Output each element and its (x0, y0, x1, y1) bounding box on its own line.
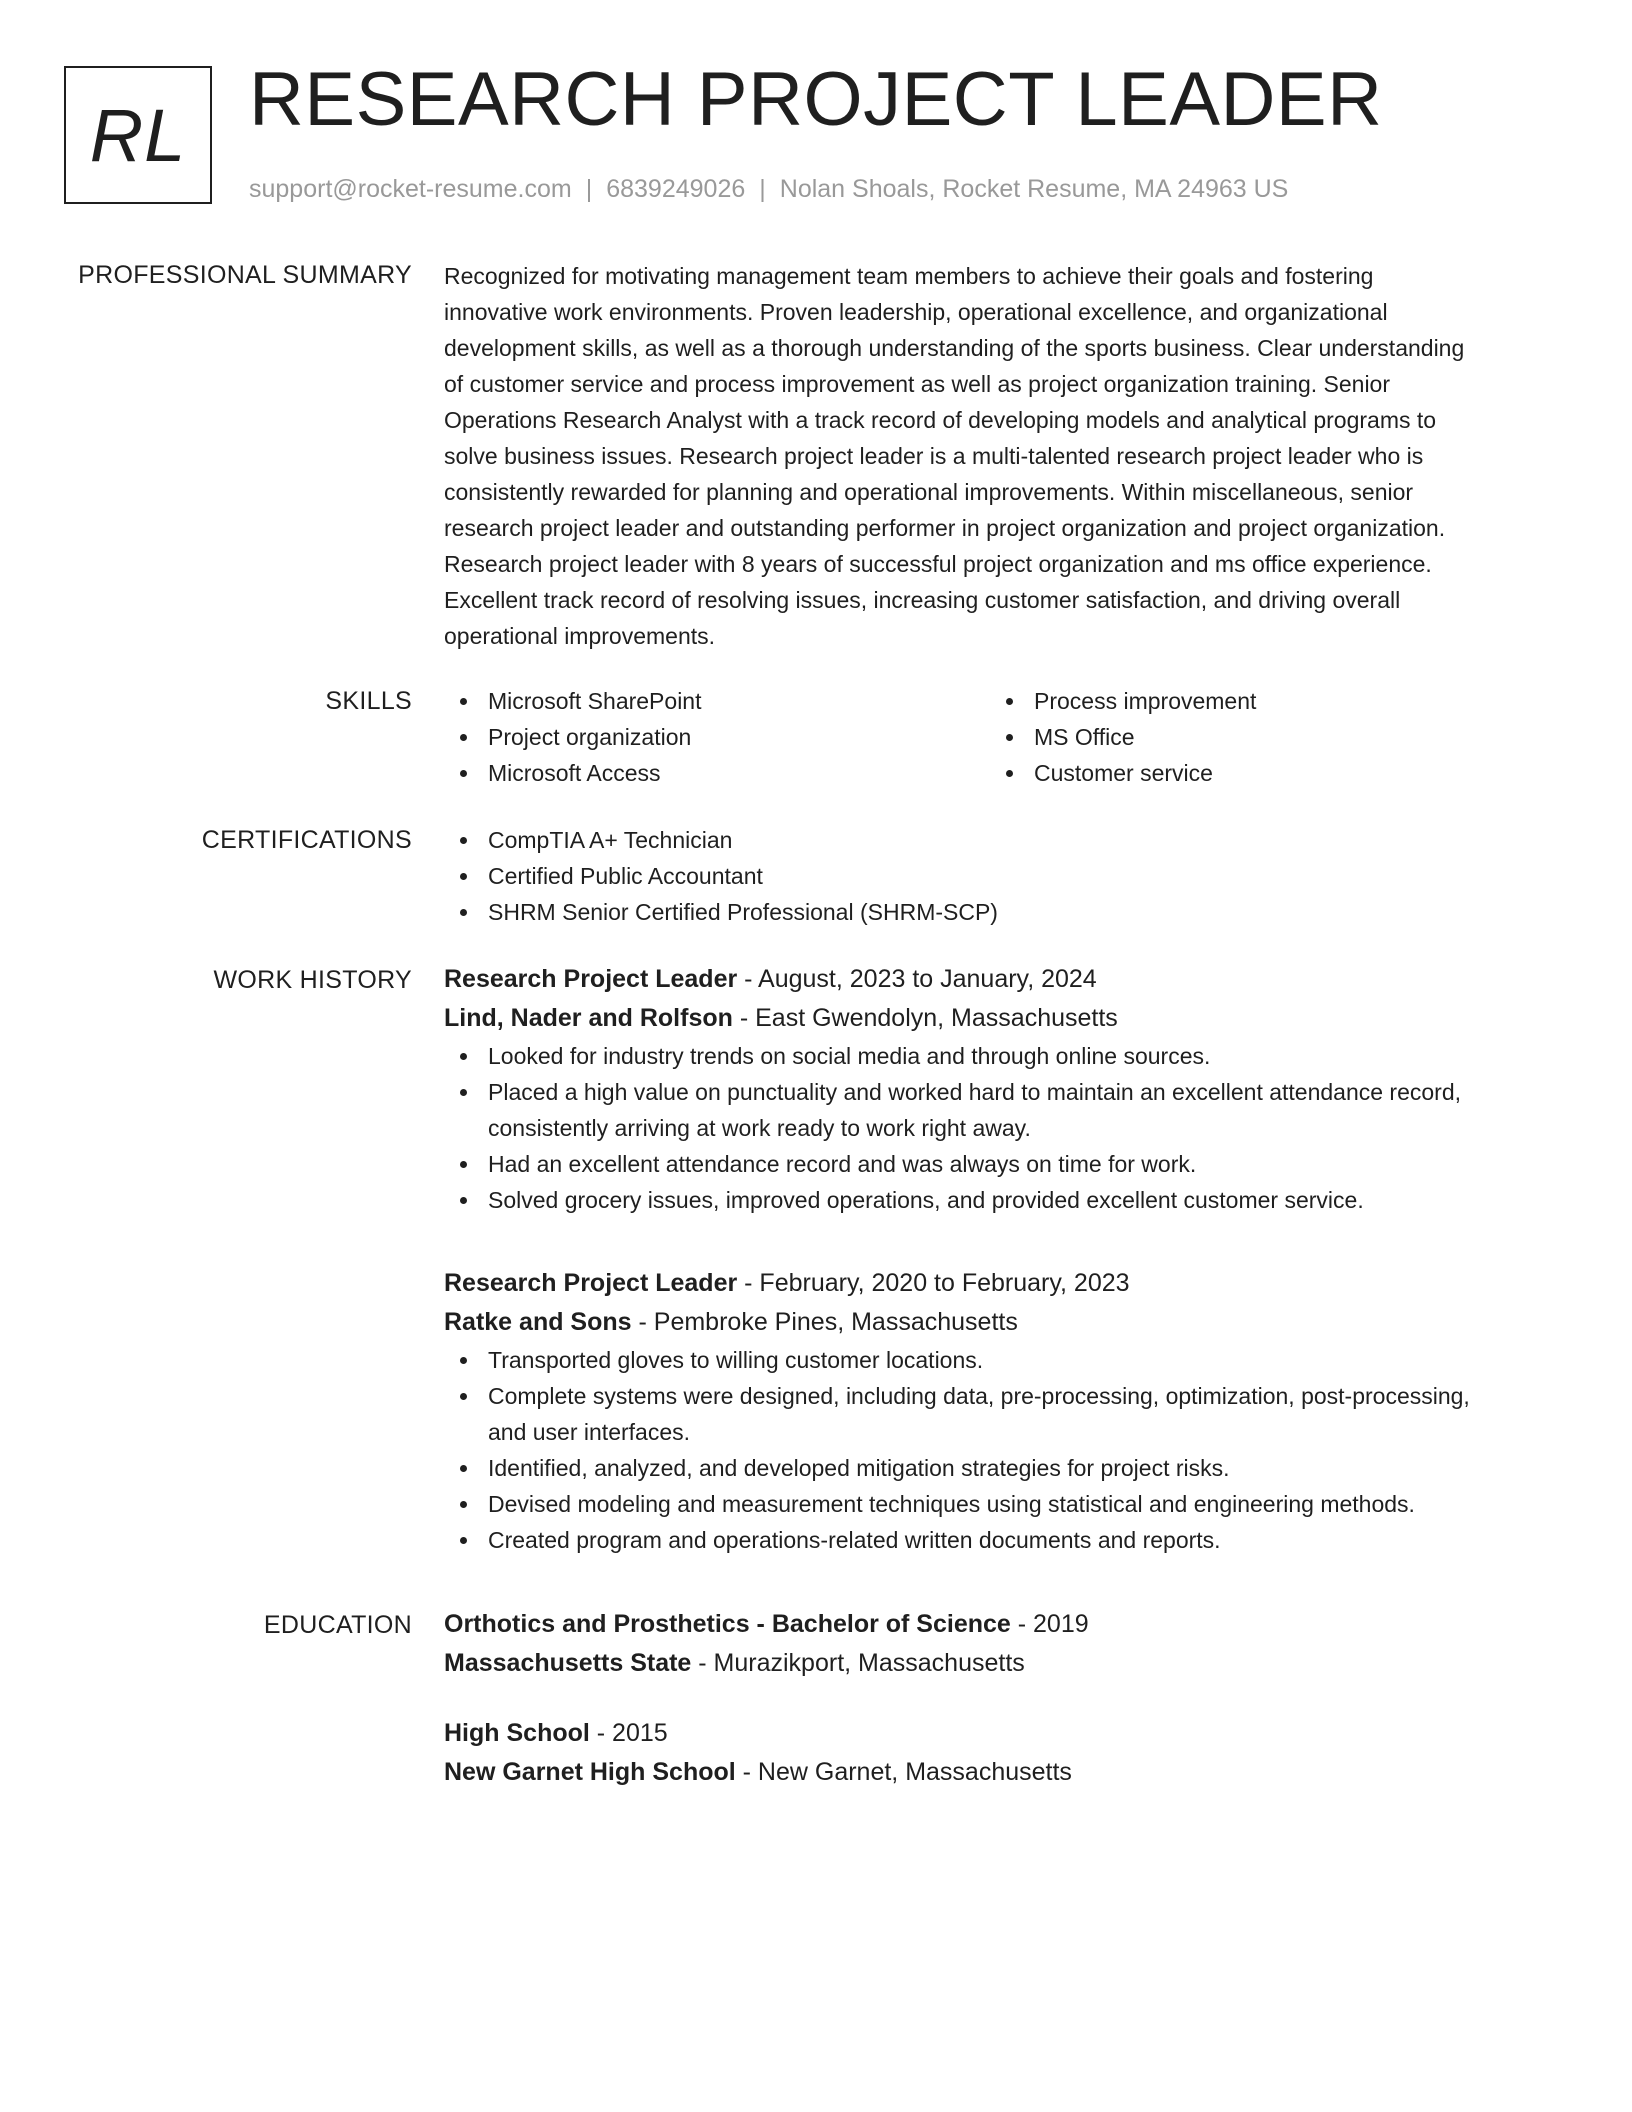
education-degree: High School (444, 1719, 590, 1747)
job-dates: - August, 2023 to January, 2024 (737, 965, 1097, 993)
job-bullet-line: Complete systems were designed, including data, pre-processing, optimization, post-processing, (488, 1383, 1470, 1409)
skill-item: Process improvement (990, 683, 1536, 719)
education-degree: Orthotics and Prosthetics - Bachelor of Science (444, 1610, 1011, 1638)
certification-item: Certified Public Accountant (444, 858, 1544, 894)
summary-line: research project leader and outstanding performer in project organization and project organization. (444, 515, 1446, 541)
contact-separator: | (585, 175, 593, 203)
job-bullet: Created program and operations-related written documents and reports. (444, 1522, 1544, 1558)
job-company: Ratke and Sons (444, 1308, 632, 1336)
job-entry (444, 1264, 1544, 1558)
job-company: Lind, Nader and Rolfson (444, 1004, 733, 1032)
job-bullet-line: Placed a high value on punctuality and worked hard to maintain an excellent attendance record, (488, 1079, 1462, 1105)
education-degree-line (444, 1605, 1544, 1644)
job-location: - Pembroke Pines, Massachusetts (631, 1308, 1018, 1336)
certification-item: SHRM Senior Certified Professional (SHRM-SCP) (444, 894, 1544, 930)
monogram-initials: RL (89, 93, 187, 177)
skills-list-left (444, 683, 990, 791)
job-title-line (444, 1264, 1544, 1303)
summary-line: Operations Research Analyst with a track record of developing models and analytical programs to (444, 407, 1437, 433)
certifications-body (444, 822, 1544, 930)
job-location: - East Gwendolyn, Massachusetts (732, 1004, 1118, 1032)
contact-address: Nolan Shoals, Rocket Resume, MA 24963 US (779, 175, 1289, 203)
job-entry (444, 960, 1544, 1218)
contact-phone: 6839249026 (606, 175, 746, 203)
section-heading-certifications: CERTIFICATIONS (201, 826, 412, 854)
monogram-logo (64, 66, 212, 204)
job-title: Research Project Leader (444, 965, 738, 993)
skills-body (444, 683, 1544, 791)
summary-line: consistently rewarded for planning and operational improvements. Within miscellaneous, senior (444, 479, 1414, 505)
contact-line (249, 174, 1288, 204)
job-bullets (444, 1038, 1544, 1218)
certifications-list (444, 822, 1544, 930)
job-bullet: Looked for industry trends on social media and through online sources. (444, 1038, 1544, 1074)
section-heading-skills: SKILLS (325, 687, 412, 715)
section-heading-work-history: WORK HISTORY (213, 966, 412, 994)
summary-line: development skills, as well as a thorough understanding of the sports business. Clear understanding (444, 335, 1465, 361)
job-bullet: Solved grocery issues, improved operations, and provided excellent customer service. (444, 1182, 1544, 1218)
job-title-line (444, 960, 1544, 999)
job-title: Research Project Leader (444, 1269, 738, 1297)
job-bullet-line: and user interfaces. (488, 1419, 691, 1445)
skill-item: Customer service (990, 755, 1536, 791)
summary-line: Research project leader with 8 years of successful project organization and ms office experience. (444, 551, 1432, 577)
job-bullet: Devised modeling and measurement techniques using statistical and engineering methods. (444, 1486, 1544, 1522)
job-bullet: Transported gloves to willing customer locations. (444, 1342, 1544, 1378)
summary-text (444, 258, 1544, 654)
certification-item: CompTIA A+ Technician (444, 822, 1544, 858)
skill-item: Microsoft SharePoint (444, 683, 990, 719)
job-bullets (444, 1342, 1544, 1558)
education-school: Massachusetts State (444, 1649, 692, 1677)
summary-body (444, 258, 1544, 654)
summary-line: solve business issues. Research project leader is a multi-talented research project leader who is (444, 443, 1424, 469)
education-entry (444, 1714, 1544, 1792)
job-company-line (444, 1303, 1544, 1342)
job-bullet (444, 1074, 1544, 1146)
section-heading-education: EDUCATION (263, 1611, 412, 1639)
summary-line: Excellent track record of resolving issues, increasing customer satisfaction, and driving overall (444, 587, 1401, 613)
job-bullet: Had an excellent attendance record and was always on time for work. (444, 1146, 1544, 1182)
education-location: - New Garnet, Massachusetts (735, 1758, 1072, 1786)
job-bullet (444, 1378, 1544, 1450)
candidate-name: RESEARCH PROJECT LEADER (249, 57, 1383, 142)
contact-email: support@rocket-resume.com (249, 175, 572, 203)
summary-line: operational improvements. (444, 623, 716, 649)
skill-item: Project organization (444, 719, 990, 755)
skills-grid (444, 683, 1544, 791)
skill-item: MS Office (990, 719, 1536, 755)
summary-line: of customer service and process improvement as well as project organization training. Senior (444, 371, 1390, 397)
education-degree-line (444, 1714, 1544, 1753)
education-location: - Murazikport, Massachusetts (691, 1649, 1025, 1677)
skills-list-right (990, 683, 1536, 791)
skill-item: Microsoft Access (444, 755, 990, 791)
education-school: New Garnet High School (444, 1758, 736, 1786)
job-bullet-line: consistently arriving at work ready to work right away. (488, 1115, 1031, 1141)
contact-separator: | (759, 175, 766, 203)
education-school-line (444, 1753, 1544, 1792)
education-school-line (444, 1644, 1544, 1683)
summary-line: Recognized for motivating management team members to achieve their goals and fostering (444, 263, 1374, 289)
job-dates: - February, 2020 to February, 2023 (737, 1269, 1130, 1297)
job-bullet: Identified, analyzed, and developed mitigation strategies for project risks. (444, 1450, 1544, 1486)
education-year: - 2015 (589, 1719, 668, 1747)
job-company-line (444, 999, 1544, 1038)
education-year: - 2019 (1010, 1610, 1089, 1638)
section-heading-summary: PROFESSIONAL SUMMARY (78, 261, 412, 289)
education-entry (444, 1605, 1544, 1683)
summary-line: innovative work environments. Proven leadership, operational excellence, and organizational (444, 299, 1388, 325)
